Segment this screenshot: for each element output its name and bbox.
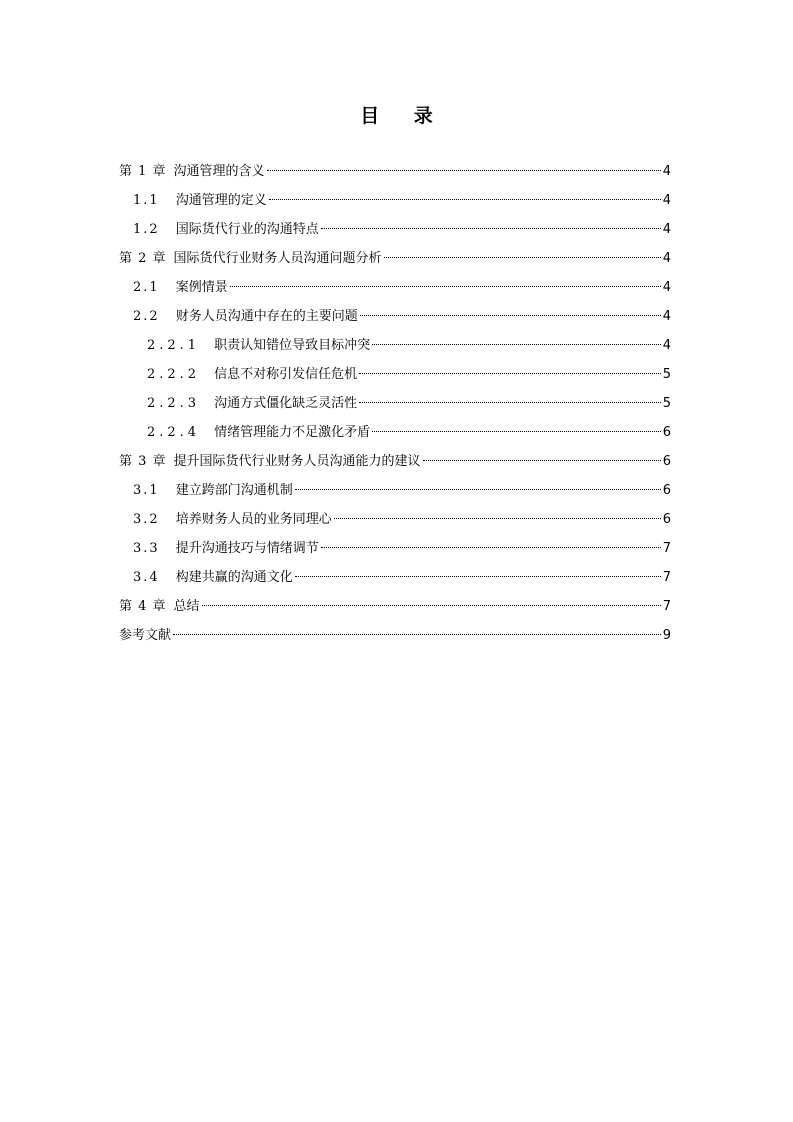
toc-entry-number: 3.3 <box>133 541 160 556</box>
toc-entry[interactable] <box>119 534 671 563</box>
toc-entry-title: 沟通方式僵化缺乏灵活性 <box>214 396 358 411</box>
toc-dot-leader <box>423 460 661 461</box>
toc-entry-number: 2.2.3 <box>147 396 201 411</box>
toc-entry-page: 4 <box>662 251 671 266</box>
toc-entry-title: 沟通管理的含义 <box>173 164 265 179</box>
toc-entry-title: 国际货代行业的沟通特点 <box>175 222 319 237</box>
toc-entry-title: 参考文献 <box>119 628 172 643</box>
toc-entry-number: 3.1 <box>133 483 160 498</box>
toc-dot-leader <box>359 402 661 403</box>
toc-entry[interactable] <box>119 476 671 505</box>
toc-dot-leader <box>321 228 661 229</box>
toc-entry[interactable] <box>119 157 671 186</box>
toc-entry[interactable] <box>119 621 671 650</box>
toc-entry-number: 2.1 <box>133 280 160 295</box>
toc-entry-page: 6 <box>662 512 671 527</box>
toc-entry-title: 构建共赢的沟通文化 <box>175 570 293 585</box>
toc-entry-title: 案例情景 <box>175 280 228 295</box>
toc-title: 目 录 <box>360 105 447 127</box>
toc-entry-page: 5 <box>662 396 671 411</box>
toc-entry-page: 4 <box>662 222 671 237</box>
toc-dot-leader <box>359 373 661 374</box>
toc-dot-leader <box>230 286 661 287</box>
toc-entry[interactable] <box>119 302 671 331</box>
toc-entry-number: 2.2.4 <box>147 425 201 440</box>
toc-dot-leader <box>384 257 661 258</box>
toc-entry[interactable] <box>119 592 671 621</box>
toc-entry[interactable] <box>119 273 671 302</box>
toc-entry-page: 4 <box>662 338 671 353</box>
toc-dot-leader <box>334 518 661 519</box>
toc-entry-title: 情绪管理能力不足激化矛盾 <box>214 425 371 440</box>
toc-entry[interactable] <box>119 418 671 447</box>
toc-entry[interactable] <box>119 563 671 592</box>
toc-dot-leader <box>173 634 661 635</box>
toc-dot-leader <box>295 576 661 577</box>
toc-entry-number: 第 1 章 <box>119 164 167 179</box>
toc-entry-page: 4 <box>662 164 671 179</box>
toc-entry-title: 提升国际货代行业财务人员沟通能力的建议 <box>173 454 421 469</box>
toc-entry-number: 3.2 <box>133 512 160 527</box>
toc-entry[interactable] <box>119 360 671 389</box>
table-of-contents <box>119 157 671 650</box>
toc-entry-number: 1.1 <box>133 193 160 208</box>
toc-dot-leader <box>372 344 661 345</box>
toc-entry-title: 国际货代行业财务人员沟通问题分析 <box>173 251 382 266</box>
toc-dot-leader <box>269 199 661 200</box>
toc-entry-page: 9 <box>662 628 671 643</box>
toc-entry-title: 财务人员沟通中存在的主要问题 <box>175 309 358 324</box>
toc-entry-number: 2.2.2 <box>147 367 201 382</box>
toc-dot-leader <box>360 315 661 316</box>
toc-entry[interactable] <box>119 389 671 418</box>
toc-entry-page: 6 <box>662 425 671 440</box>
toc-entry-page: 4 <box>662 309 671 324</box>
toc-entry-number: 2.2 <box>133 309 160 324</box>
toc-entry-page: 4 <box>662 280 671 295</box>
toc-entry-page: 6 <box>662 483 671 498</box>
toc-entry[interactable] <box>119 331 671 360</box>
toc-entry-page: 7 <box>662 599 671 614</box>
toc-entry[interactable] <box>119 244 671 273</box>
toc-entry-title: 培养财务人员的业务同理心 <box>175 512 332 527</box>
toc-entry-number: 3.4 <box>133 570 160 585</box>
toc-entry[interactable] <box>119 505 671 534</box>
toc-entry-page: 7 <box>662 541 671 556</box>
toc-entry-number: 第 3 章 <box>119 454 167 469</box>
toc-entry-page: 4 <box>662 193 671 208</box>
toc-entry-title: 沟通管理的定义 <box>175 193 267 208</box>
toc-dot-leader <box>321 547 661 548</box>
toc-dot-leader <box>267 170 661 171</box>
toc-entry[interactable] <box>119 447 671 476</box>
toc-dot-leader <box>372 431 661 432</box>
toc-entry-number: 2.2.1 <box>147 338 201 353</box>
toc-entry-title: 总结 <box>173 599 200 614</box>
toc-dot-leader <box>295 489 661 490</box>
toc-entry-page: 5 <box>662 367 671 382</box>
toc-entry-page: 6 <box>662 454 671 469</box>
toc-entry-number: 1.2 <box>133 222 160 237</box>
toc-entry-title: 信息不对称引发信任危机 <box>214 367 358 382</box>
toc-entry-title: 建立跨部门沟通机制 <box>175 483 293 498</box>
toc-entry[interactable] <box>119 186 671 215</box>
toc-entry-number: 第 2 章 <box>119 251 167 266</box>
toc-entry-page: 7 <box>662 570 671 585</box>
toc-entry-title: 职责认知错位导致目标冲突 <box>214 338 371 353</box>
toc-dot-leader <box>202 605 661 606</box>
toc-entry-title: 提升沟通技巧与情绪调节 <box>175 541 319 556</box>
toc-entry[interactable] <box>119 215 671 244</box>
toc-entry-number: 第 4 章 <box>119 599 167 614</box>
